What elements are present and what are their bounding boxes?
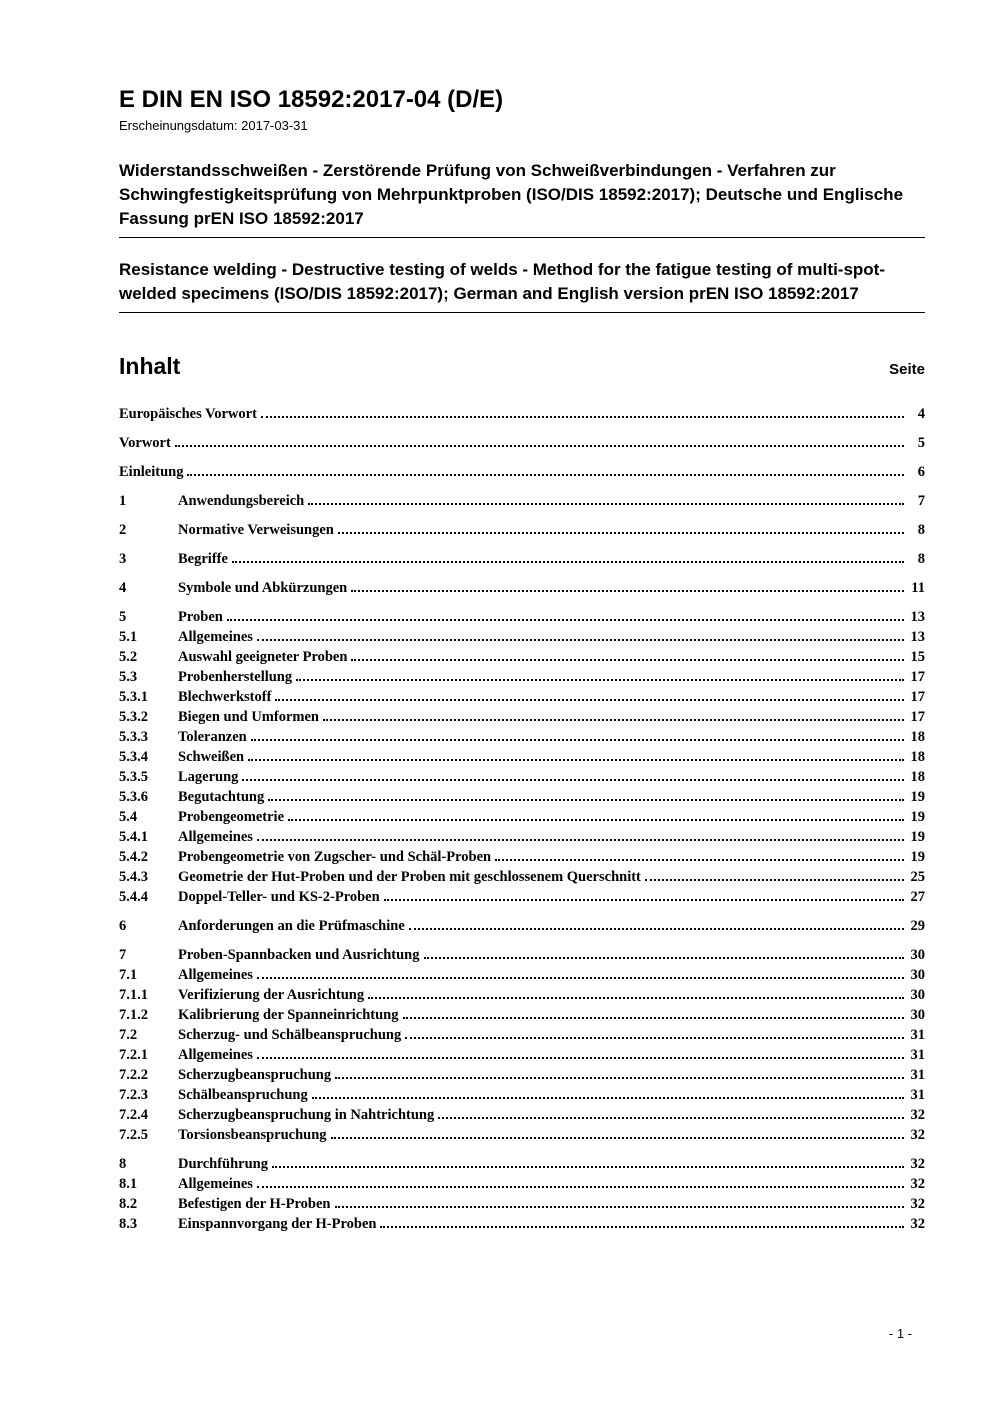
toc-entry-page: 19	[910, 789, 925, 805]
toc-leader-dots	[403, 1017, 905, 1019]
toc-entry-page: 30	[910, 947, 925, 963]
toc-entry-number: 7.2.4	[119, 1107, 148, 1123]
toc-entry-label: Geometrie der Hut-Proben und der Proben mit geschlossenem Querschnitt	[178, 869, 641, 885]
toc-leader-dots	[261, 416, 904, 418]
toc-entry	[119, 1125, 925, 1145]
publication-date: Erscheinungsdatum: 2017-03-31	[119, 118, 308, 133]
toc-entry-label: Scherzugbeanspruchung	[178, 1067, 332, 1083]
toc-entry-number: 8.2	[119, 1196, 138, 1212]
toc-entry-label: Anwendungsbereich	[178, 493, 305, 509]
toc-entry	[119, 916, 925, 936]
toc-entry-label: Scherzugbeanspruchung in Nahtrichtung	[178, 1107, 435, 1123]
toc-entry-page: 15	[910, 649, 925, 665]
toc-leader-dots	[351, 590, 904, 592]
toc-entry-label: Torsionsbeanspruchung	[178, 1127, 327, 1143]
toc-entry-label: Allgemeines	[178, 829, 253, 845]
toc-entry-label: Blechwerkstoff	[178, 689, 272, 705]
toc-entry-page: 31	[910, 1047, 925, 1063]
toc-leader-dots	[257, 1057, 904, 1059]
toc-entry	[119, 549, 925, 569]
toc-entry-number: 5.4	[119, 809, 138, 825]
toc-entry-page: 4	[917, 406, 925, 422]
toc-entry	[119, 1214, 925, 1234]
toc-leader-dots	[338, 532, 904, 534]
german-standard-title: Widerstandsschweißen - Zerstörende Prüfung von Schweißverbindungen - Verfahren zur Schwingfestigkeitsprüfung von Mehrpunktproben (ISO/DIS 18592:2017); Deutsche und Englische Fassung prEN ISO 18592:2017	[119, 159, 925, 238]
toc-entry	[119, 647, 925, 667]
toc-entry-page: 32	[910, 1127, 925, 1143]
toc-entry	[119, 827, 925, 847]
toc-leader-dots	[288, 819, 904, 821]
toc-entry-number: 5.4.2	[119, 849, 148, 865]
toc-entry	[119, 607, 925, 627]
toc-entry-label: Anforderungen an die Prüfmaschine	[178, 918, 405, 934]
toc-entry-page: 17	[910, 669, 925, 685]
toc-entry-label: Begriffe	[178, 551, 228, 567]
document-title: E DIN EN ISO 18592:2017-04 (D/E)	[119, 86, 504, 113]
toc-page-column-label: Seite	[889, 361, 925, 378]
toc-entry-number: 7.2.5	[119, 1127, 148, 1143]
toc-entry-label: Probenherstellung	[178, 669, 293, 685]
toc-entry-page: 32	[910, 1196, 925, 1212]
toc-entry-number: 5.3	[119, 669, 138, 685]
toc-entry-label: Normative Verweisungen	[178, 522, 334, 538]
toc-entry-number: 5.3.5	[119, 769, 148, 785]
toc-entry-number: 7.2.2	[119, 1067, 148, 1083]
toc-entry-page: 19	[910, 829, 925, 845]
toc-entry-number: 5	[119, 609, 127, 625]
toc-entry	[119, 747, 925, 767]
toc-entry-label: Lagerung	[178, 769, 239, 785]
toc-leader-dots	[232, 561, 904, 563]
toc-entry-number: 5.3.1	[119, 689, 148, 705]
toc-entry	[119, 867, 925, 887]
toc-entry-page: 30	[910, 1007, 925, 1023]
toc-entry-page: 30	[910, 987, 925, 1003]
toc-entry-label: Einleitung	[119, 464, 184, 480]
toc-entry-page: 30	[910, 967, 925, 983]
toc-leader-dots	[645, 879, 904, 881]
toc-entry	[119, 404, 925, 424]
toc-leader-dots	[380, 1226, 904, 1228]
toc-entry	[119, 1105, 925, 1125]
toc-entry-number: 7.2	[119, 1027, 138, 1043]
toc-leader-dots	[331, 1137, 904, 1139]
toc-entry-label: Biegen und Umformen	[178, 709, 319, 725]
toc-entry-number: 7.1.1	[119, 987, 148, 1003]
toc-entry-page: 27	[910, 889, 925, 905]
toc-entry-page: 11	[911, 580, 925, 596]
toc-leader-dots	[251, 739, 904, 741]
toc-leader-dots	[257, 639, 904, 641]
toc-entry	[119, 847, 925, 867]
toc-entry-number: 7.2.1	[119, 1047, 148, 1063]
table-of-contents	[119, 404, 925, 1234]
toc-entry-number: 3	[119, 551, 127, 567]
toc-leader-dots	[296, 679, 904, 681]
toc-entry-label: Allgemeines	[178, 1047, 253, 1063]
toc-entry-label: Auswahl geeigneter Proben	[178, 649, 348, 665]
toc-entry	[119, 1174, 925, 1194]
toc-entry	[119, 578, 925, 598]
toc-entry	[119, 1045, 925, 1065]
toc-entry-label: Schälbeanspruchung	[178, 1087, 308, 1103]
toc-entry-page: 13	[910, 629, 925, 645]
toc-entry-page: 18	[910, 729, 925, 745]
toc-leader-dots	[268, 799, 904, 801]
toc-leader-dots	[272, 1166, 904, 1168]
toc-leader-dots	[495, 859, 904, 861]
toc-entry-number: 7.1	[119, 967, 138, 983]
toc-leader-dots	[351, 659, 904, 661]
toc-entry-page: 31	[910, 1087, 925, 1103]
toc-entry-label: Durchführung	[178, 1156, 268, 1172]
toc-entry	[119, 667, 925, 687]
toc-entry-label: Kalibrierung der Spanneinrichtung	[178, 1007, 399, 1023]
toc-entry-label: Allgemeines	[178, 967, 253, 983]
toc-entry-label: Allgemeines	[178, 629, 253, 645]
toc-entry-label: Vorwort	[119, 435, 171, 451]
toc-entry-label: Scherzug- und Schälbeanspruchung	[178, 1027, 402, 1043]
toc-leader-dots	[424, 957, 905, 959]
toc-entry	[119, 462, 925, 482]
toc-entry-number: 5.4.1	[119, 829, 148, 845]
toc-header	[119, 353, 925, 380]
toc-leader-dots	[323, 719, 904, 721]
toc-entry-page: 32	[910, 1107, 925, 1123]
toc-leader-dots	[438, 1117, 904, 1119]
toc-leader-dots	[409, 928, 904, 930]
toc-entry-number: 6	[119, 918, 127, 934]
toc-entry-page: 7	[917, 493, 925, 509]
toc-entry	[119, 707, 925, 727]
toc-entry	[119, 1085, 925, 1105]
toc-entry-page: 18	[910, 749, 925, 765]
toc-heading: Inhalt	[119, 353, 181, 379]
toc-entry-page: 8	[917, 522, 925, 538]
toc-entry	[119, 1065, 925, 1085]
toc-entry	[119, 1154, 925, 1174]
toc-entry	[119, 520, 925, 540]
toc-entry	[119, 767, 925, 787]
toc-entry-label: Probengeometrie	[178, 809, 285, 825]
toc-entry	[119, 687, 925, 707]
toc-entry-label: Verifizierung der Ausrichtung	[178, 987, 365, 1003]
toc-entry	[119, 945, 925, 965]
toc-entry	[119, 1005, 925, 1025]
toc-entry	[119, 887, 925, 907]
toc-entry-page: 6	[917, 464, 925, 480]
toc-entry-number: 7.1.2	[119, 1007, 148, 1023]
toc-entry-page: 13	[910, 609, 925, 625]
toc-entry-page: 31	[910, 1067, 925, 1083]
toc-leader-dots	[368, 997, 904, 999]
toc-entry-number: 8	[119, 1156, 127, 1172]
toc-entry-label: Symbole und Abkürzungen	[178, 580, 348, 596]
toc-entry-number: 5.4.3	[119, 869, 148, 885]
toc-entry-number: 8.1	[119, 1176, 138, 1192]
page-number-footer: - 1 -	[888, 1326, 912, 1341]
toc-entry-label: Probengeometrie von Zugscher- und Schäl-Proben	[178, 849, 492, 865]
toc-entry-number: 2	[119, 522, 127, 538]
toc-entry-label: Allgemeines	[178, 1176, 253, 1192]
toc-entry-page: 29	[910, 918, 925, 934]
toc-entry-number: 7.2.3	[119, 1087, 148, 1103]
toc-entry-number: 5.4.4	[119, 889, 148, 905]
toc-entry-number: 5.2	[119, 649, 138, 665]
toc-leader-dots	[187, 474, 904, 476]
toc-entry-page: 8	[917, 551, 925, 567]
toc-entry-label: Doppel-Teller- und KS-2-Proben	[178, 889, 380, 905]
toc-leader-dots	[384, 899, 904, 901]
toc-leader-dots	[275, 699, 904, 701]
toc-entry-page: 32	[910, 1156, 925, 1172]
toc-entry-label: Europäisches Vorwort	[119, 406, 257, 422]
toc-leader-dots	[242, 779, 904, 781]
toc-entry-label: Schweißen	[178, 749, 245, 765]
toc-entry	[119, 727, 925, 747]
toc-leader-dots	[257, 1186, 904, 1188]
toc-entry-number: 5.3.3	[119, 729, 148, 745]
toc-entry-number: 7	[119, 947, 127, 963]
toc-leader-dots	[257, 977, 904, 979]
toc-entry	[119, 1194, 925, 1214]
toc-entry-label: Proben	[178, 609, 223, 625]
toc-entry-number: 5.3.4	[119, 749, 148, 765]
toc-entry-page: 17	[910, 689, 925, 705]
toc-leader-dots	[257, 839, 904, 841]
toc-entry-page: 32	[910, 1216, 925, 1232]
toc-entry-label: Toleranzen	[178, 729, 247, 745]
toc-entry-page: 19	[910, 849, 925, 865]
toc-entry-page: 32	[910, 1176, 925, 1192]
toc-entry	[119, 1025, 925, 1045]
toc-entry	[119, 807, 925, 827]
toc-entry-label: Proben-Spannbacken und Ausrichtung	[178, 947, 420, 963]
toc-entry	[119, 965, 925, 985]
toc-entry-page: 17	[910, 709, 925, 725]
toc-leader-dots	[248, 759, 904, 761]
toc-entry-number: 8.3	[119, 1216, 138, 1232]
toc-entry	[119, 627, 925, 647]
toc-leader-dots	[308, 503, 904, 505]
toc-leader-dots	[405, 1037, 904, 1039]
toc-entry	[119, 433, 925, 453]
toc-entry-label: Befestigen der H-Proben	[178, 1196, 331, 1212]
toc-entry-label: Begutachtung	[178, 789, 265, 805]
toc-entry-page: 31	[910, 1027, 925, 1043]
toc-leader-dots	[335, 1077, 904, 1079]
toc-entry-number: 5.3.2	[119, 709, 148, 725]
toc-entry-page: 19	[910, 809, 925, 825]
toc-entry	[119, 491, 925, 511]
toc-entry-number: 4	[119, 580, 127, 596]
toc-entry	[119, 985, 925, 1005]
toc-leader-dots	[335, 1206, 905, 1208]
toc-entry-page: 18	[910, 769, 925, 785]
toc-entry-page: 25	[910, 869, 925, 885]
toc-leader-dots	[175, 445, 904, 447]
toc-entry-number: 5.1	[119, 629, 138, 645]
toc-entry-number: 5.3.6	[119, 789, 148, 805]
toc-entry	[119, 787, 925, 807]
toc-entry-page: 5	[917, 435, 925, 451]
toc-leader-dots	[312, 1097, 904, 1099]
toc-leader-dots	[227, 619, 904, 621]
toc-entry-number: 1	[119, 493, 127, 509]
english-standard-title: Resistance welding - Destructive testing of welds - Method for the fatigue testing of multi-spot-welded specimens (ISO/DIS 18592:2017); German and English version prEN ISO 18592:2017	[119, 258, 925, 313]
toc-entry-label: Einspannvorgang der H-Proben	[178, 1216, 377, 1232]
